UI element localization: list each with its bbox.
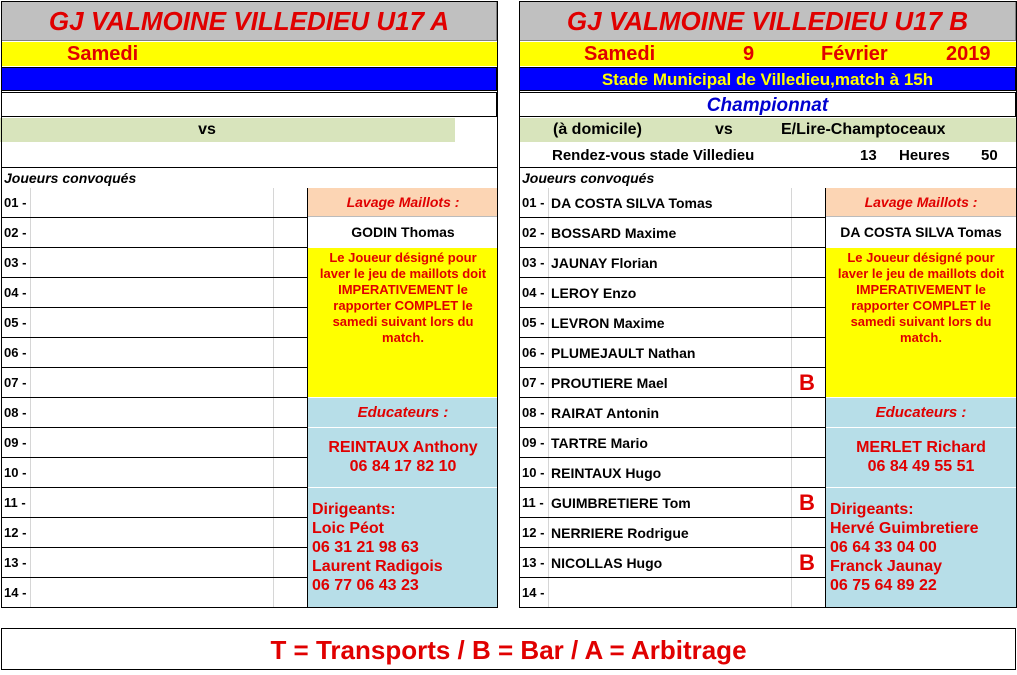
player-name: GUIMBRETIERE Tom <box>551 495 691 511</box>
team-b-month: Février <box>821 43 888 65</box>
cell-divider <box>791 308 792 338</box>
cell-divider <box>548 488 549 518</box>
player-number: 04 - <box>522 285 545 300</box>
team-b-home: (à domicile) <box>553 121 642 138</box>
team-b-rdv-heures: Heures <box>899 147 950 164</box>
cell-divider <box>30 338 31 368</box>
team-a-dirigeant1-name: Loic Péot <box>312 520 385 537</box>
team-b-dirigeant2-phone: 06 75 64 89 22 <box>830 577 937 594</box>
cell-divider <box>548 428 549 458</box>
player-number: 06 - <box>522 345 545 360</box>
player-number: 07 - <box>522 375 545 390</box>
cell-divider <box>30 398 31 428</box>
team-b-dirigeants-block <box>826 488 1016 607</box>
table-row <box>1 248 308 278</box>
team-a-lavage-name: GODIN Thomas <box>351 224 455 240</box>
table-row <box>1 548 308 578</box>
cell-divider <box>30 308 31 338</box>
cell-divider <box>548 278 549 308</box>
player-number: 05 - <box>4 315 27 330</box>
player-name: JAUNAY Florian <box>551 255 658 271</box>
team-a-dirigeant2-name: Laurent Radigois <box>312 558 443 575</box>
player-name: LEVRON Maxime <box>551 315 665 331</box>
cell-divider <box>791 338 792 368</box>
bar-duty-mark: B <box>799 550 815 575</box>
cell-divider <box>791 548 792 578</box>
cell-divider <box>273 308 274 338</box>
team-b-venue: Stade Municipal de Villedieu,match à 15h <box>519 67 1016 91</box>
table-row <box>519 428 826 458</box>
cell-divider <box>548 218 549 248</box>
player-name: NERRIERE Rodrigue <box>551 525 689 541</box>
team-b-dirigeant2-name: Franck Jaunay <box>830 558 943 575</box>
player-name: DA COSTA SILVA Tomas <box>551 195 713 211</box>
table-row <box>519 488 826 518</box>
player-number: 07 - <box>4 375 27 390</box>
cell-divider <box>273 248 274 278</box>
player-name: REINTAUX Hugo <box>551 465 662 481</box>
team-b-vs: vs <box>715 121 733 138</box>
team-a-lavage-note: Le Joueur désigné pour laver le jeu de maillots doit IMPERATIVEMENT le rapporter COMPLET le samedi suivant lors du match. <box>308 248 498 397</box>
table-row <box>1 188 308 218</box>
cell-divider <box>548 338 549 368</box>
team-a-educateurs-label: Educateurs : <box>308 398 498 427</box>
team-b-date-day: 9 <box>743 43 755 65</box>
team-a-educateur-name: REINTAUX Anthony <box>328 439 478 456</box>
cell-divider <box>273 368 274 398</box>
table-row <box>519 248 826 278</box>
cell-divider <box>273 338 274 368</box>
cell-divider <box>791 398 792 428</box>
table-row <box>519 398 826 428</box>
cell-divider <box>273 458 274 488</box>
team-a-dirigeants-block <box>308 488 498 607</box>
table-row <box>519 308 826 338</box>
table-row <box>519 548 826 578</box>
player-number: 14 - <box>522 585 545 600</box>
cell-divider <box>273 548 274 578</box>
table-row <box>1 398 308 428</box>
team-b-date-row <box>519 42 1016 66</box>
player-number: 10 - <box>4 465 27 480</box>
table-row <box>519 368 826 398</box>
cell-divider <box>548 308 549 338</box>
footer-legend: T = Transports / B = Bar / A = Arbitrage <box>1 628 1016 670</box>
team-b-rdv-hour: 13 <box>860 147 877 164</box>
cell-divider <box>548 188 549 218</box>
table-row <box>1 458 308 488</box>
bar-duty-mark: B <box>799 490 815 515</box>
team-b-competition: Championnat <box>519 92 1016 117</box>
player-name: PLUMEJAULT Nathan <box>551 345 696 361</box>
team-a-title: GJ VALMOINE VILLEDIEU U17 A <box>1 1 497 41</box>
bar-duty-mark: B <box>799 370 815 395</box>
cell-divider <box>30 368 31 398</box>
table-row <box>1 488 308 518</box>
cell-divider <box>30 518 31 548</box>
team-b-day: Samedi <box>584 43 656 65</box>
player-number: 11 - <box>522 495 544 510</box>
cell-divider <box>273 578 274 608</box>
team-b-dirigeant1-phone: 06 64 33 04 00 <box>830 539 937 556</box>
team-b-educateur-phone: 06 84 49 55 51 <box>867 458 975 475</box>
cell-divider <box>548 248 549 278</box>
table-row <box>1 308 308 338</box>
team-b-educateur-name: MERLET Richard <box>856 439 986 456</box>
table-row <box>1 428 308 458</box>
cell-divider <box>548 548 549 578</box>
player-number: 02 - <box>4 225 27 240</box>
cell-divider <box>548 458 549 488</box>
team-b-title: GJ VALMOINE VILLEDIEU U17 B <box>519 1 1016 41</box>
cell-divider <box>548 578 549 608</box>
cell-divider <box>273 188 274 218</box>
table-row <box>1 518 308 548</box>
player-name: PROUTIERE Mael <box>551 375 668 391</box>
cell-divider <box>791 278 792 308</box>
cell-divider <box>791 518 792 548</box>
team-b-dirigeants-label: Dirigeants: <box>830 501 914 518</box>
player-number: 13 - <box>4 555 27 570</box>
player-number: 04 - <box>4 285 27 300</box>
player-number: 03 - <box>522 255 545 270</box>
team-b-opponent: E/Lire-Champtoceaux <box>781 121 946 138</box>
cell-divider <box>791 248 792 278</box>
table-row <box>519 518 826 548</box>
team-a-educateur-block <box>308 428 498 487</box>
cell-divider <box>791 488 792 518</box>
player-number: 01 - <box>522 195 545 210</box>
cell-divider <box>273 428 274 458</box>
cell-divider <box>791 188 792 218</box>
team-b-rdv: Rendez-vous stade Villedieu <box>552 147 755 164</box>
table-row <box>1 278 308 308</box>
player-number: 09 - <box>4 435 27 450</box>
team-a-dirigeant1-phone: 06 31 21 98 63 <box>312 539 419 556</box>
cell-divider <box>791 578 792 608</box>
team-b-educateur-block <box>826 428 1016 487</box>
team-a-convoques-label: Joueurs convoqués <box>4 170 137 186</box>
team-b-lavage-note: Le Joueur désigné pour laver le jeu de maillots doit IMPERATIVEMENT le rapporter COMPLET le samedi suivant lors du match. <box>826 248 1016 397</box>
team-a-competition-row <box>1 92 497 117</box>
cell-divider <box>30 218 31 248</box>
player-name: NICOLLAS Hugo <box>551 555 663 571</box>
team-a-dirigeants-label: Dirigeants: <box>312 501 396 518</box>
team-b-convoques-label: Joueurs convoqués <box>522 170 655 186</box>
team-b-lavage-label: Lavage Maillots : <box>826 188 1016 217</box>
table-row <box>519 188 826 218</box>
cell-divider <box>30 578 31 608</box>
table-row <box>519 458 826 488</box>
team-b-rdv-min: 50 <box>981 147 998 164</box>
team-a-day: Samedi <box>1 42 497 66</box>
table-row <box>519 338 826 368</box>
player-name: BOSSARD Maxime <box>551 225 677 241</box>
cell-divider <box>30 488 31 518</box>
team-b-match-row <box>519 118 1016 142</box>
cell-divider <box>30 548 31 578</box>
table-row <box>519 218 826 248</box>
player-number: 03 - <box>4 255 27 270</box>
player-number: 10 - <box>522 465 545 480</box>
team-b-rdv-row <box>519 143 1016 168</box>
cell-divider <box>791 428 792 458</box>
player-number: 06 - <box>4 345 27 360</box>
player-number: 05 - <box>522 315 545 330</box>
player-number: 14 - <box>4 585 27 600</box>
team-b-educateurs-label: Educateurs : <box>826 398 1016 427</box>
table-row <box>1 578 308 608</box>
team-a-lavage-label: Lavage Maillots : <box>308 188 498 217</box>
cell-divider <box>30 188 31 218</box>
cell-divider <box>548 368 549 398</box>
player-number: 12 - <box>4 525 27 540</box>
cell-divider <box>30 428 31 458</box>
cell-divider <box>30 278 31 308</box>
cell-divider <box>273 218 274 248</box>
player-number: 09 - <box>522 435 545 450</box>
player-number: 12 - <box>522 525 545 540</box>
player-number: 02 - <box>522 225 545 240</box>
table-row <box>1 338 308 368</box>
cell-divider <box>273 518 274 548</box>
cell-divider <box>548 518 549 548</box>
player-number: 13 - <box>522 555 545 570</box>
cell-divider <box>791 368 792 398</box>
cell-divider <box>30 458 31 488</box>
player-name: LEROY Enzo <box>551 285 637 301</box>
cell-divider <box>273 488 274 518</box>
table-row <box>519 578 826 608</box>
player-number: 11 - <box>4 495 26 510</box>
team-a-dirigeant2-phone: 06 77 06 43 23 <box>312 577 419 594</box>
cell-divider <box>273 278 274 308</box>
player-name: RAIRAT Antonin <box>551 405 660 421</box>
team-b-dirigeant1-name: Hervé Guimbretiere <box>830 520 979 537</box>
player-number: 08 - <box>4 405 27 420</box>
team-a-educateur-phone: 06 84 17 82 10 <box>349 458 457 475</box>
table-row <box>519 278 826 308</box>
cell-divider <box>791 458 792 488</box>
cell-divider <box>30 248 31 278</box>
team-a-vs: vs <box>0 118 455 142</box>
team-a-rdv-row <box>1 143 497 168</box>
cell-divider <box>548 398 549 428</box>
cell-divider <box>791 218 792 248</box>
team-b-year: 2019 <box>946 43 991 65</box>
team-a-venue-bar <box>1 67 497 91</box>
table-row <box>1 368 308 398</box>
table-row <box>1 218 308 248</box>
team-b-lavage-name: DA COSTA SILVA Tomas <box>840 224 1002 240</box>
player-number: 08 - <box>522 405 545 420</box>
cell-divider <box>273 398 274 428</box>
player-name: TARTRE Mario <box>551 435 648 451</box>
player-number: 01 - <box>4 195 27 210</box>
